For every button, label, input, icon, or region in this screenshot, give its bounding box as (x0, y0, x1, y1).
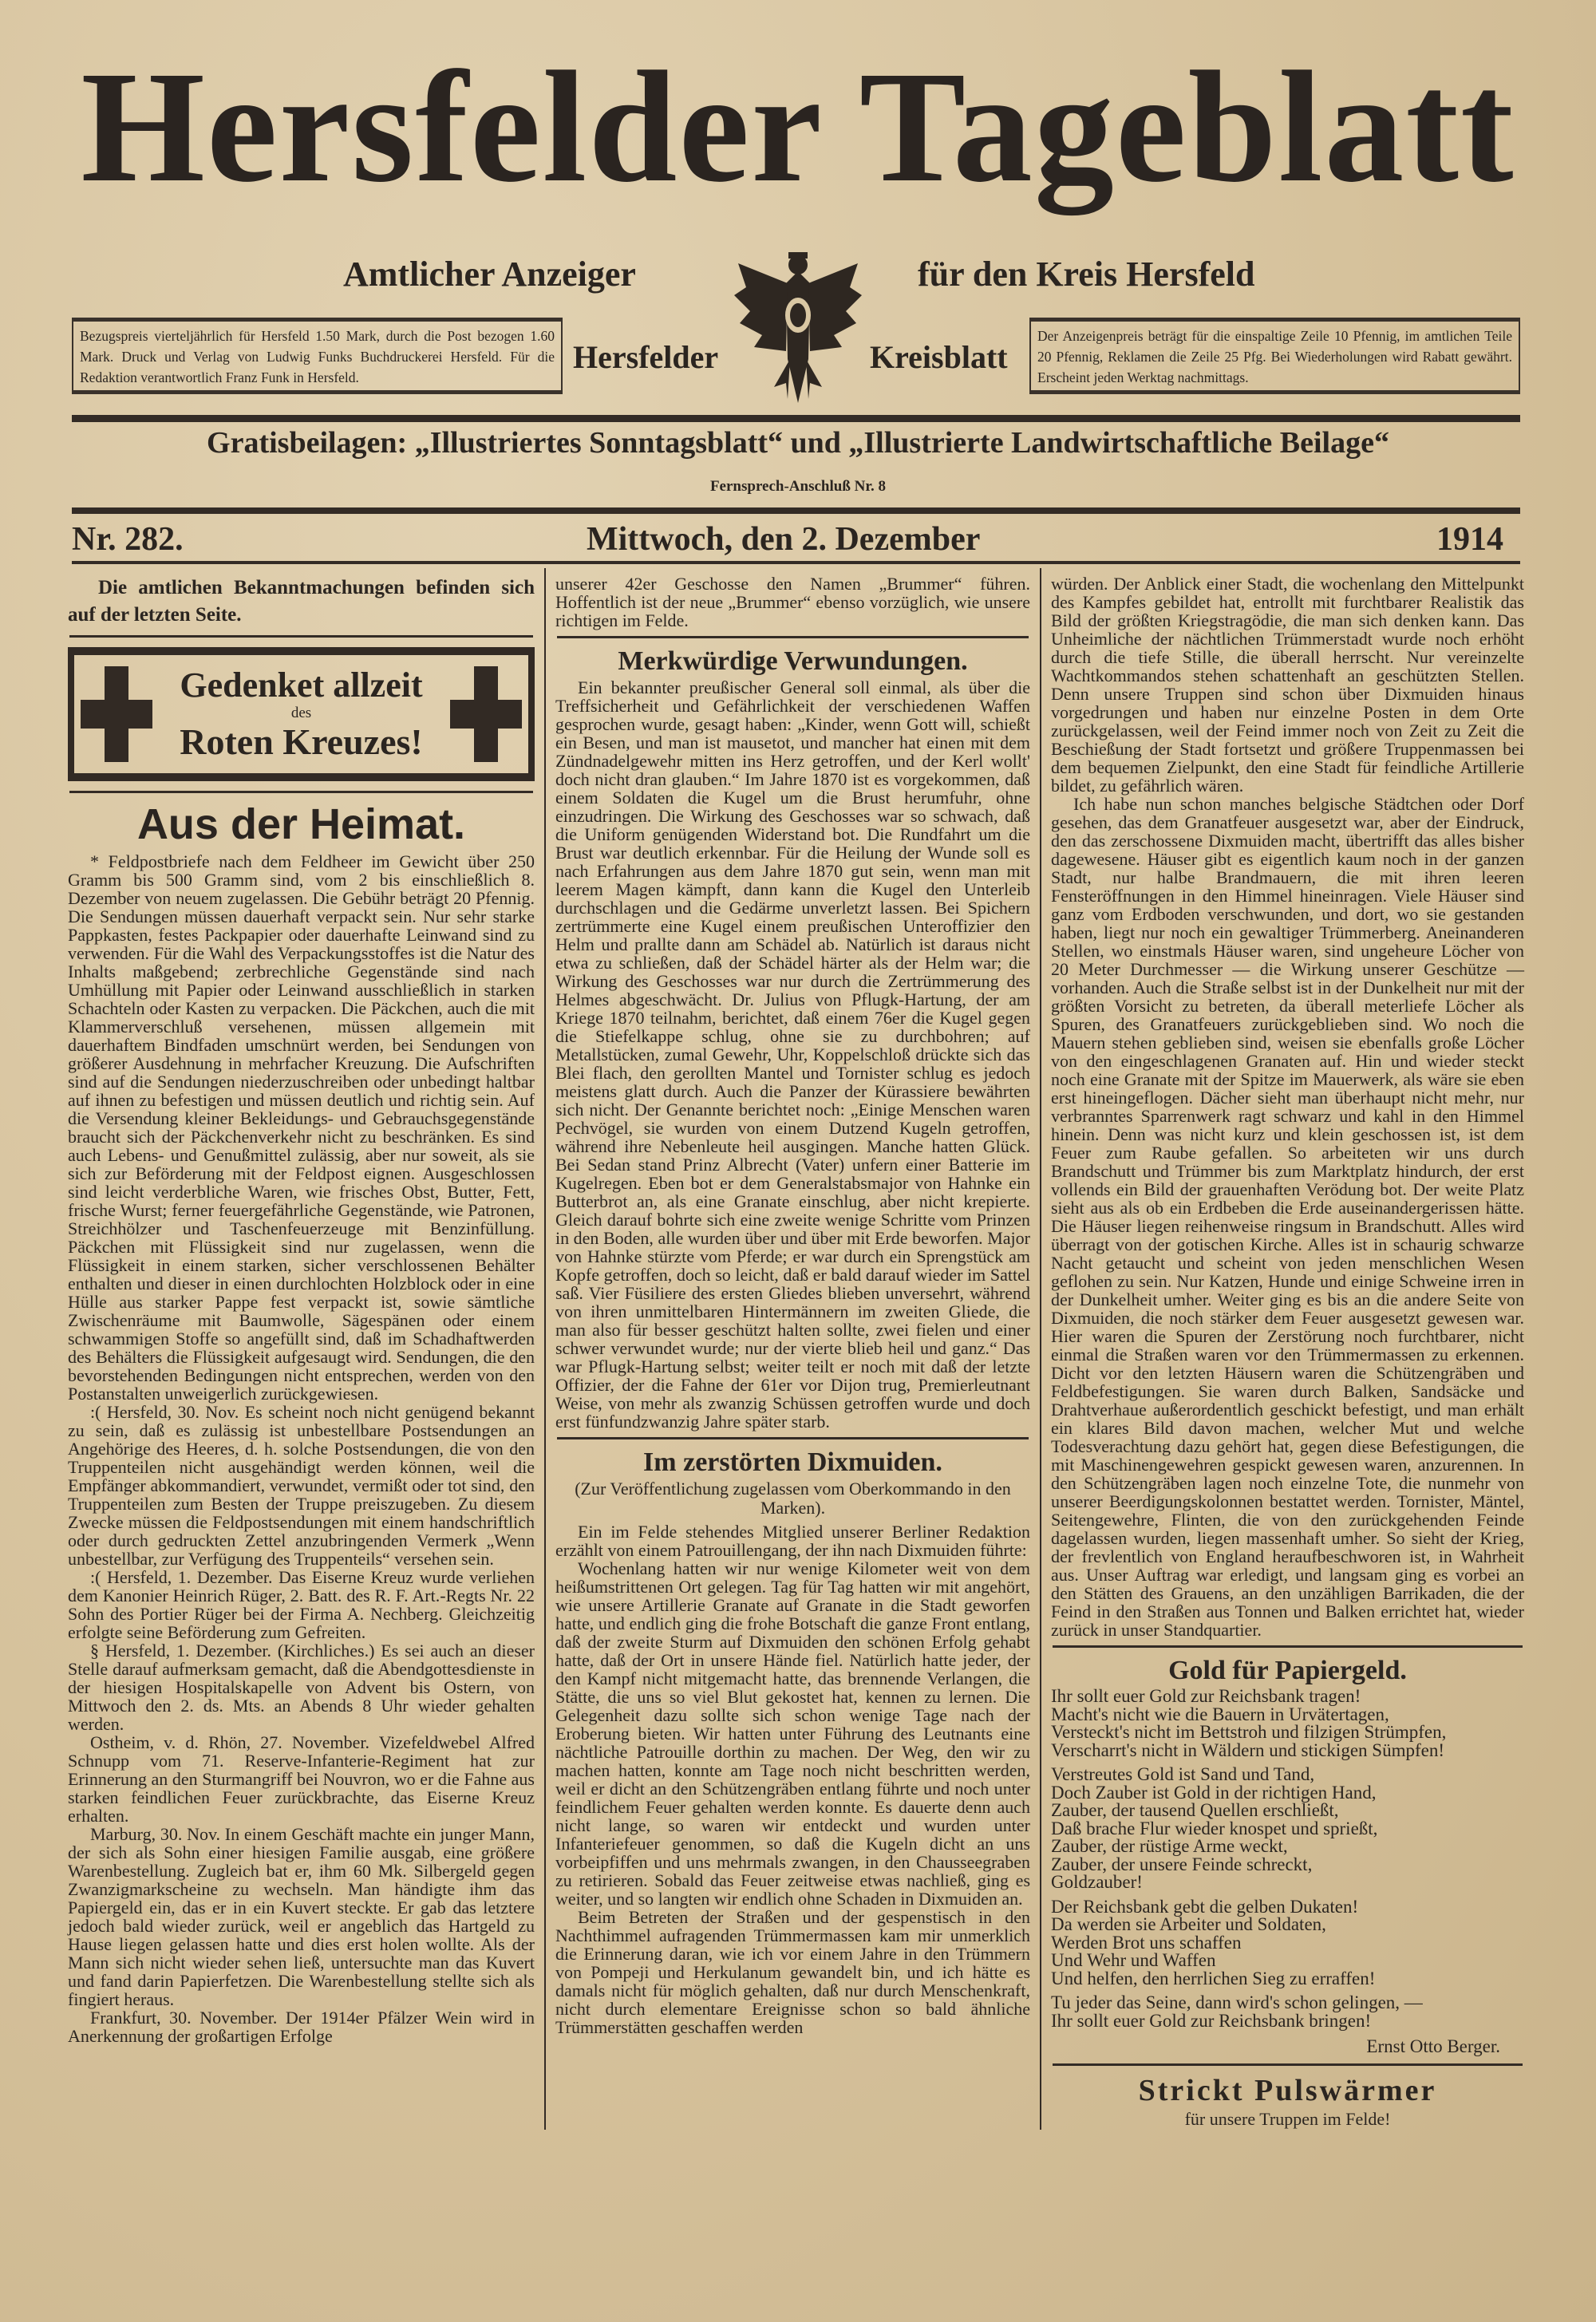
paragraph: Beim Betreten der Straßen und der gespenstisch in den Nachthimmel aufragenden Trümmermassen kam mir unmerklich die Erinnerung daran, wie ich vor einem Jahre in den Trümmern von Pompeji und Herkulanum gewandelt bin, und ich hätte es damals nicht für möglich gehalten, daß nur durch Menschenkraft, nicht durch elementare Ereignisse schon so bald ähnliche Trümmerstätten geschaffen werden (555, 1907, 1030, 2037)
paragraph-marburg: Marburg, 30. Nov. In einem Geschäft machte ein junger Mann, der sich als Sohn einer hiesigen Familie ausgab, eine größere Warenbestellung. Zugleich bat er, ihm 60 Mk. Silbergeld gegen Zwanzigmarkscheine zu wechseln. Man händigte ihm das Papiergeld ein, das er in ein Kuvert steckte. Er gab das letztere jedoch bald wieder zurück, weil er angeblich das Hartgeld zu Hause liegen gelassen hatte und dies erst holen wollte. Als der Mann sich nicht wieder sehen ließ, untersuchte man das Kuvert und fand darin Papierfetzen. Die Warenbestellung stellte sich als fingiert heraus. (68, 1824, 535, 2009)
subtitle-left: Amtlicher Anzeiger (343, 255, 636, 294)
appeal-subtitle: für unsere Truppen im Felde! (1184, 2109, 1391, 2129)
poem-line: Goldzauber! (1051, 1872, 1143, 1892)
heading-aus-der-heimat: Aus der Heimat. (136, 800, 466, 848)
paragraph-ostheim: Ostheim, v. d. Rhön, 27. November. Vizefeldwebel Alfred Schnupp vom 71. Reserve-Infanterie-Regiment hat zur Erinnerung an den Sturmangriff bei Nouvron, wo er die Fahne aus starken feindlichen Feuer zurückbrachte, das Eiserne Kreuz erhalten. (68, 1732, 535, 1826)
paragraph-frankfurt: Frankfurt, 30. November. Der 1914er Pfälzer Wein wird in Anerkennung der großartigen Erfolge (68, 2008, 535, 2046)
poem-line: Macht's nicht wie die Bauern in Urvätertagen, (1051, 1704, 1389, 1724)
issue-date: Mittwoch, den 2. Dezember (587, 521, 981, 558)
col2-lead (555, 575, 1030, 630)
cross-icon (81, 666, 152, 762)
article-dixmuiden-continued (1051, 575, 1524, 1639)
cross-icon (450, 666, 522, 762)
paragraph: Ein bekannter preußischer General soll einmal, als über die Treffsicherheit und Gefährlichkeit der verschiedenen Waffen gesprochen wurde, gesagt haben: „Kinder, wenn Gott will, schießt ein Besen, und man ist mausetot, und mancher hat einen mit dem Zündnadelgewehr mitten ins Herz getroffen, und der Kerl wollt' doch nicht dran glauben.“ Im Jahre 1870 ist es vorgekommen, daß einem Soldaten die Kugel um die Brust herumfuhr, ohne einzudringen. Die Wirkung des Geschosses war so schwach, daß die Uniform genügenden Widerstand bot. Die Rundfahrt um die Brust war deutlich erkennbar. Für die Heilung der Wunde soll es nach Erfahrungen aus dem Jahre 1870 gut sein, wenn man mit leerem Magen kämpft, dann kann die Kugel den Unterleib durchschlagen und die Gedärme unverletzt lassen. Bei Spichern zertrümmerte eine Kugel einem preußischen Unteroffizier den Helm und prallte dann am Schädel ab. Natürlich ist daraus nicht etwa zu schließen, daß der Schädel härter als der Helm war; die Wirkung des Geschosses war nur durch die Zertrümmerung des Helmes abgeschwächt. Dr. Julius von Pflugk-Hartung, der am Kriege 1870 teilnahm, berichtet, daß einem 76er die Kugel gegen die Stiefelkappe schlug, ohne sie zu durchbohren; auf Metallstücken, zumal Gewehr, Uhr, Koppelschloß drückte sich das Blei flach, den gerollten Mantel und Tornister schlug es jedoch meistens glatt durch. Auch die Panzer der Kürassiere bewährten sich nicht. Der Genannte berichtet noch: „Einige Menschen waren Pechvögel, sie wurden von einem Dutzend Kugeln getroffen, während ihre Nebenleute heil ausgingen. Manche hatten Glück. Bei Sedan stand Prinz Albrecht (Vater) unfern einer Batterie im Kugelregen. Eben bot er dem Generalstabsmajor von Hahnke ein Butterbrot an, als eine Granate einschlug, aber nicht krepierte. Gleich darauf bohrte sich eine zweite wenige Schritte vom Prinzen in den Boden, alle wurden über und über mit Erde beworfen. Major von Hahnke stürzte vom Pferde; er war durch ein Sprengstück am Kopfe getroffen, doch so leicht, daß er bald darauf wieder im Sattel saß. Vier Füsiliere des ersten Gliedes blieben unversehrt, während von ihren unmittelbaren Hintermännern im zweiten Gliede, die man also für besser geschützt halten sollte, zwei fielen und einer schwer verwundet wurde; nur der vierte blieb heil und ganz.“ Das war Pflugk-Hartung selbst; weiter teilt er noch mit daß der letzte Offizier, der die Fahne der 61er vor Dijon trug, Premierleutnant Weise, von mehr als zwanzig Schüssen getroffen wurde und doch erst fünfundzwanzig Jahre später starb. (555, 677, 1030, 1432)
poem-line: Und Wehr und Waffen (1051, 1950, 1216, 1970)
imperial-eagle-icon (730, 247, 866, 407)
poem-stanza (1051, 1766, 1524, 1892)
paragraph-hersfeld-unbestellbar: :( Hersfeld, 30. Nov. Es scheint noch nicht genügend bekannt zu sein, daß es zulässig ist unbestellbare Postsendungen an Angehörige des Heeres, d. h. solche Postsendungen, die von den Truppenteilen nicht ausgehändigt werden können, weil die Empfänger abkommandiert, verwundet, vermißt oder tot sind, den Truppenteilen zum Besten der Truppe preiszugeben. Zu diesem Zwecke müssen die Feldpostsendungen mit einem handschriftlich oder durch gedruckten Zettel anzubringenden Vermerk „Wenn unbestellbar, zur Verfügung des Truppenteils“ versehen sein. (68, 1402, 535, 1569)
supplements-line: Gratisbeilagen: „Illustriertes Sonntagsblatt“ und „Illustrierte Landwirtschaftliche Beilage“ (207, 426, 1389, 460)
poem-stanza (1051, 1994, 1524, 2030)
poem-line: Werden Brot uns schaffen (1051, 1932, 1242, 1953)
poem-line: Ihr sollt euer Gold zur Reichsbank tragen! (1051, 1686, 1361, 1706)
poem-line: Zauber, der rüstige Arme weckt, (1051, 1836, 1288, 1856)
poem-line: Versteckt's nicht im Bettstroh und filzigen Strümpfen, (1051, 1722, 1447, 1742)
rule (69, 635, 533, 638)
paragraph-hersfeld-eisernes-kreuz: :( Hersfeld, 1. Dezember. Das Eiserne Kreuz wurde verliehen dem Kanonier Heinrich Rüger, 2. Batt. des R. F. Art.-Regts Nr. 22 Sohn des Portier Rüger bei der Firma A. Nechberg. Gleichzeitig erfolgte seine Beförderung zum Gefreiten. (68, 1567, 535, 1642)
poem-stanza (1051, 1898, 1524, 1988)
notice-official-announcements: Die amtlichen Bekanntmachungen befinden sich auf der letzten Seite. (68, 577, 535, 626)
poem-line: Tu jeder das Seine, dann wird's schon gelingen, — (1051, 1992, 1423, 2012)
article-verwundungen (555, 678, 1030, 1431)
paragraph-feldpostbriefe: * Feldpostbriefe nach dem Feldheer im Gewicht über 250 Gramm bis 500 Gramm sind, vom 2 bis einschließlich 8. Dezember von neuem zugelassen. Die Gebühr beträgt 20 Pfennig. Die Sendungen müssen dauerhaft verpackt sein. Nur sehr starke Pappkasten, festes Packpapier oder dauerhafte Leinwand sind zu verwenden. Für die Wahl des Verpackungsstoffes ist die Natur des Inhalts maßgebend; zerbrechliche Gegenstände sind nach Umhüllung mit Papier oder Leinwand ausschließlich in starken Schachteln oder Kasten zu verpacken. Die Päckchen, auch die mit Klammerverschluß versehenen, müssen allgemein mit dauerhaftem Bindfaden umschnürt werden, bei Sendungen von größerer Ausdehnung in mehrfacher Kreuzung. Die Aufschriften sind auf die Sendungen niederzuschreiben oder unbedingt haltbar auf ihnen zu befestigen und müssen deutlich und richtig sein. Auf die Versendung kleiner Bekleidungs- und Gebrauchsgegenstände braucht sich der Päckchenverkehr nicht zu beschränken. Es sind auch Lebens- und Genußmittel zulässig, aber nur soweit, als sie sich zur Beförderung mit der Feldpost eignen. Ausgeschlossen sind leicht verderbliche Waren, wie frisches Obst, Butter, Fett, frische Wurst; ferner feuergefährliche Gegenstände, wie Patronen, Streichhölzer und Taschenfeuerzeuge mit Benzinfüllung. Päckchen mit Flüssigkeit sind nur zugelassen, wenn die Flüssigkeit in einem starken, sicher verschlossenen Behälter enthalten und dieser in einen durchlochten Holzblock oder in eine Hülle aus starker Pappe fest verpackt ist, sowie sämtliche Zwischenräume mit Baumwolle, Sägespänen oder einem schwammigen Stoffe so angefüllt sind, daß im Schadhaftwerden des Behälters die Flüssigkeit aufgesaugt wird. Sendungen, die den bevorstehenden Bedingungen nicht entsprechen, werden von den Postanstalten unweigerlich zurückgewiesen. (68, 851, 535, 1404)
paragraph-hersfeld-kirchliches: § Hersfeld, 1. Dezember. (Kirchliches.) Es sei auch an dieser Stelle darauf aufmerksam gemacht, daß die Abendgottesdienste in der hiesigen Hospitalskapelle von Advent bis Ostern, von Mittwoch den 2. ds. Mts. an Abends 8 Uhr wieder gehalten werden. (68, 1641, 535, 1734)
rule (1053, 2063, 1523, 2066)
rule (557, 636, 1029, 638)
rule (557, 1437, 1029, 1439)
issue-year: 1914 (1436, 521, 1503, 558)
poem-gold-fuer-papiergeld (1051, 1688, 1524, 2030)
poem-line: Zauber, der tausend Quellen erschließt, (1051, 1800, 1339, 1820)
poem-line: Doch Zauber ist Gold in der richtigen Hand, (1051, 1782, 1377, 1803)
subscription-info-box: Bezugspreis vierteljährlich für Hersfeld 1.50 Mark, durch die Post bezogen 1.60 Mark. Druck und Verlag von Ludwig Funks Buchdruckerei Hersfeld. Für die Redaktion verantwortlich Franz Funk in Hersfeld. (72, 318, 563, 394)
poem-line: Und helfen, den herrlichen Sieg zu erraffen! (1051, 1968, 1376, 1988)
local-news-column (68, 852, 535, 2045)
poem-line: Ihr sollt euer Gold zur Reichsbank bringen! (1051, 2010, 1372, 2031)
red-cross-box (68, 647, 535, 781)
issue-number: Nr. 282. (72, 521, 184, 558)
paragraph: Ein im Felde stehendes Mitglied unserer Berliner Redaktion erzählt von einem Patrouillengang, der ihn nach Dixmuiden führte: (555, 1522, 1030, 1560)
poem-author: Ernst Otto Berger. (1366, 2036, 1500, 2056)
paragraph: würden. Der Anblick einer Stadt, die wochenlang den Mittelpunkt des Kampfes gebildet hat, entrollt mit furchtbarer Realistik das Bild der größten Kriegstragödie, die man sich denken kann. Das Unheimliche der nächtlichen Trümmerstadt wurde noch erhöht durch die tiefe Stille, die überall herrscht. Nur vereinzelte Wachtkommandos stehen schattenhaft an geschützten Stellen. Denn unsere Truppen sind schon über Dixmuiden hinaus vorgedrungen und haben nur einzelne Posten in dem Orte zurückgelassen, weil der Feind immer noch von Zeit zu Zeit die Beschießung der Stadt fortsetzt und größere Truppenmassen bei dem bequemen Zielpunkt, den eine Stadt für feindliche Artillerie bildet, zu gefährlich wären. (1051, 574, 1524, 796)
poem-line: Verstreutes Gold ist Sand und Tand, (1051, 1764, 1315, 1784)
masthead-title: Hersfelder Tageblatt (81, 39, 1515, 215)
poem-title: Gold für Papiergeld. (1168, 1656, 1407, 1685)
paragraph: Wochenlang hatten wir nur wenige Kilometer weit von dem heißumstrittenen Ort gelegen. Tag für Tag hatten wir mit angehört, wie unsere Artillerie Granate auf Granate in die Stadt geworfen hatte, und endlich ging die frohe Botschaft die ganze Front entlang, daß der zweite Sturm auf Dixmuiden den schönen Erfolg gehabt hatte, daß der Ort in unsere Hände fiel. Natürlich hatte jeder, der den Kampf nicht mitgemacht hatte, das brennende Verlangen, die Stätte, die uns so viel Blut gekostet hat, kennen zu lernen. Die Gelegenheit dazu sollte sich schon wenige Tage nach der Eroberung bieten. Wir hatten unter Führung des Leutnants eine nächtliche Patrouille dorthin zu machen. Der Weg, den wir zu machen hatten, konnte am Tage noch nicht beschritten werden, weil er dicht an den Schützengräben entlang führte und noch unter feindlichem Feuer gehalten werden konnte. Es dauerte denn auch nicht lange, so waren wir entdeckt und wurden unter Infanteriefeuer genommen, so daß die Kugeln dicht an uns vorbeipfiffen und uns mehrmals zwangen, in den Chausseegraben zu retirieren. Sobald das Feuer zeitweise etwas nachließ, ging es weiter, und so langten wir endlich ohne Schaden in Dixmuiden an. (555, 1558, 1030, 1909)
redcross-line3: Roten Kreuzes! (180, 721, 423, 762)
poem-stanza (1051, 1688, 1524, 1759)
paragraph: Ich habe nun schon manches belgische Städtchen oder Dorf gesehen, das dem Granatfeuer ausgesetzt war, aber der Eindruck, den das zerschossene Dixmuiden macht, übertrifft das alles bisher dagewesene. Häuser gibt es eigentlich kaum noch in der ganzen Stadt, nur halbe Brandmauern, die mit ihren leeren Fensteröffnungen in den Himmel hineinragen. Viele Häuser sind ganz vom Erdboden verschwunden, und dort, wo sie gestanden haben, liegt nur noch ein gewaltiger Trümmerberg. Aneinanderen Stellen, wo einstmals Häuser waren, sind ungeheure Löcher von 20 Meter Durchmesser — die Wirkung unserer Geschütze — vorhanden. Auch die Straße selbst ist in der Dunkelheit nur mit der größten Vorsicht zu betreten, da überall meterliefe Löcher als Spuren, des Granatfeuers zurückgeblieben sind. Wo noch die Mauern stehen geblieben sind, weisen sie ebenfalls große Löcher von den eingeschlagenen Granaten auf. Hin und wieder steckt noch eine Granate mit der Spitze im Mauerwerk, als wäre sie eben erst hineingeflogen. Dächer sieht man überhaupt nicht mehr, nur verbranntes Sparrenwerk ragt schwarz und kahl in den Himmel hinein. Denn was nicht kurz und klein geschossen ist, ist dem Feuer zum Raube gefallen. So arbeiteten wir uns durch Brandschutt und Trümmer bis zum Marktplatz hindurch, der erst vollends ein Bild der grauenhaften Verödung bot. Der weite Platz sieht aus als ob ein Erdbeben die Erde auseinandergerissen hätte. Die Häuser liegen reihenweise ringsum in Brandschutt. Alles wird überragt von der gotischen Kirche. Alles ist in schaurig schwarze Nacht getaucht und scheint von jeden menschlichen Wesen geflohen zu sein. Nur Katzen, Hunde und einige Schweine irren in der Dunkelheit umher. Weiter ging es bis an die andere Seite von Dixmuiden, die noch stärker dem Feuer ausgesetzt gewesen war. Hier waren die Spuren der Zerstörung noch furchtbarer, nicht einmal die Straßen waren vor den Trümmermassen zu erkennen. Dicht vor den letzten Häusern waren die Schützengräben und Feldbefestigungen. Sie waren durch Balken, Sandsäcke und Drahtverhaue außerordentlich geschickt befestigt, und man erhält ein klares Bild davon machen, welcher Mut und welche Todesverachtung dazu gehört hat, gegen diese Befestigungen, die mit Maschinengewehren gespickt gewesen waren, anzurennen. In den Schützengräben lagen noch einzelne Tote, die nunmehr von unserer Beerdigungskolonnen bestattet werden. Tornister, Mäntel, Seitengewehre, Flinten, die von den zurückgehenden Feinde dagelassen wurden, liegen massenhaft umher. So sieht der Krieg, der frevlentlich von England heraufbeschworen ist, in Wahrheit aus. Unser Auftrag war erledigt, und langsam ging es vorbei an den Stätten des Grauens, an den unzähligen Barrikaden, die der Feind in den Straßen aus Tonnen und Balken errichtet hat, wieder zurück in unser Standquartier. (1051, 794, 1524, 1640)
column-2 (544, 568, 1040, 2130)
article-dixmuiden (555, 1522, 1030, 2036)
phone-number: Fernsprech-Anschluß Nr. 8 (709, 478, 887, 495)
rule (69, 791, 533, 793)
columns (68, 568, 1524, 2130)
rule (1053, 1645, 1523, 1648)
poem-line: Zauber, der unsere Feinde schreckt, (1051, 1854, 1313, 1874)
heading-dixmuiden: Im zerstörten Dixmuiden. (643, 1447, 942, 1477)
heading-merkwuerdige-verwundungen: Merkwürdige Verwundungen. (618, 646, 968, 676)
redcross-text (180, 665, 422, 763)
paragraph-brummer: unserer 42er Geschosse den Namen „Brummer“ führen. Hoffentlich ist der neue „Brummer“ ebenso vorzüglich, wie unsere richtigen im Felde. (555, 574, 1030, 630)
poem-line: Der Reichsbank gebt die gelben Dukaten! (1051, 1896, 1359, 1917)
column-1 (68, 568, 544, 2130)
column-3 (1040, 568, 1524, 2130)
rule-top (72, 415, 1520, 422)
poem-line: Daß brache Flur wieder knospet und sprießt, (1051, 1818, 1378, 1838)
rule-date-bottom (72, 561, 1520, 564)
poem-line: Da werden sie Arbeiter und Soldaten, (1051, 1914, 1326, 1934)
rule-date-top (72, 507, 1520, 514)
redcross-line2: des (290, 705, 312, 721)
kreisblatt-left: Hersfelder (573, 339, 719, 375)
censorship-note: (Zur Veröffentlichung zugelassen vom Oberkommando in den Marken). (575, 1479, 1011, 1518)
appeal-title: Strickt Pulswärmer (1138, 2074, 1437, 2107)
poem-line: Verscharrt's nicht in Wäldern und stickigen Sümpfen! (1051, 1740, 1444, 1760)
redcross-line1: Gedenket allzeit (180, 665, 423, 705)
kreisblatt-right: Kreisblatt (870, 339, 1008, 375)
subtitle-right: für den Kreis Hersfeld (918, 255, 1255, 294)
advertising-info-box: Der Anzeigenpreis beträgt für die einspaltige Zeile 10 Pfennig, im amtlichen Teile 20 Pfennig, Reklamen die Zeile 25 Pfg. Bei Wiederholungen wird Rabatt gewährt. Erscheint jeden Werktag nachmittags. (1029, 318, 1520, 394)
